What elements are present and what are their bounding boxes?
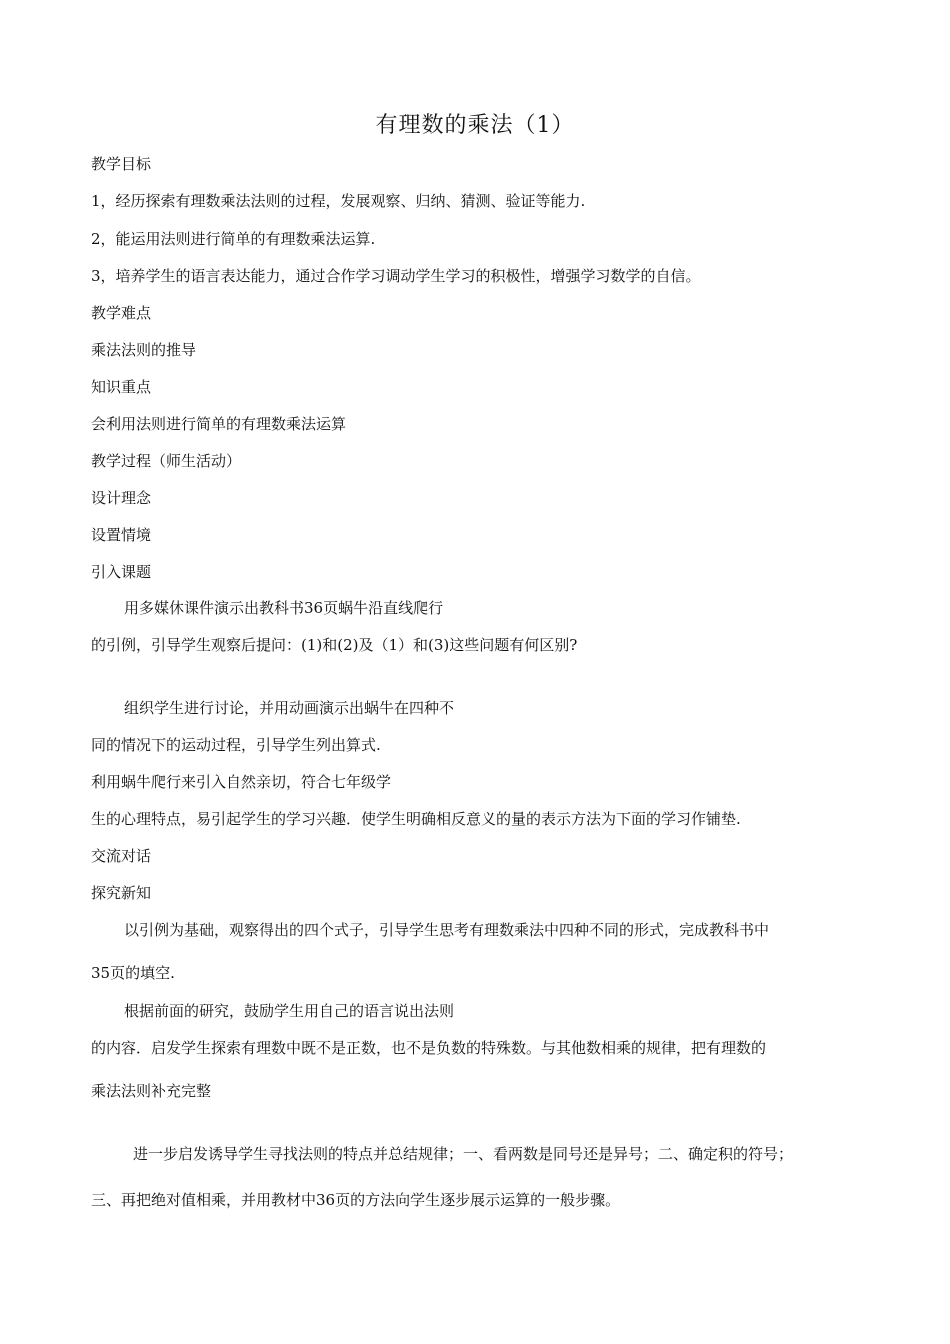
difficulty-text: 乘法法则的推导 (91, 341, 197, 359)
paragraph-line: 用多媒休课件演示出教科书36页蜗牛沿直线爬行 (124, 599, 444, 617)
heading-introduce-topic: 引入课题 (91, 563, 152, 581)
paragraph-line: 的内容．启发学生探索有理数中既不是正数，也不是负数的特殊数。与其他数相乘的规律，把有理数的 (91, 1039, 767, 1057)
paragraph-line: 利用蜗牛爬行来引入自然亲切，符合七年级学 (91, 773, 392, 791)
heading-teaching-process: 教学过程（师生活动） (91, 452, 242, 470)
paragraph-line: 组织学生进行讨论，并用动画演示出蜗牛在四种不 (124, 699, 455, 717)
paragraph-line: 同的情况下的运动过程，引导学生列出算式. (91, 736, 381, 754)
goal-item-2: 2，能运用法则进行简单的有理数乘法运算. (91, 230, 376, 248)
paragraph-line: 乘法法则补充完整 (91, 1082, 212, 1100)
paragraph-line: 的引例，引导学生观察后提问：(1)和(2)及（1）和(3)这些问题有何区别? (91, 636, 578, 654)
paragraph-line: 三、再把绝对值相乘，并用教材中36页的方法向学生逐步展示运算的一般步骤。 (91, 1191, 621, 1209)
heading-set-scenario: 设置情境 (91, 526, 152, 544)
heading-key-points: 知识重点 (91, 378, 152, 396)
document-title: 有理数的乘法（1） (375, 113, 575, 138)
goal-item-3: 3，培养学生的语言表达能力，通过合作学习调动学生学习的积极性，增强学习数学的自信。 (91, 267, 701, 285)
paragraph-line: 生的心理特点，易引起学生的学习兴趣．使学生明确相反意义的量的表示方法为下面的学习作铺垫. (91, 810, 741, 828)
heading-difficulty: 教学难点 (91, 304, 152, 322)
paragraph-line: 35页的填空. (91, 964, 175, 982)
heading-explore-new-knowledge: 探究新知 (91, 884, 152, 902)
paragraph-line: 以引例为基础，观察得出的四个式子，引导学生思考有理数乘法中四种不同的形式，完成教科书中 (124, 921, 770, 939)
paragraph-line: 根据前面的研究，鼓励学生用自己的语言说出法则 (124, 1002, 455, 1020)
goal-item-1: 1，经历探索有理数乘法法则的过程，发展观察、归纳、猜测、验证等能力. (91, 192, 586, 210)
paragraph-line: 进一步启发诱导学生寻找法则的特点并总结规律；一、看两数是同号还是异号；二、确定积的符号； (133, 1145, 794, 1163)
key-points-text: 会利用法则进行简单的有理数乘法运算 (91, 415, 347, 433)
heading-design-concept: 设计理念 (91, 489, 152, 507)
heading-teaching-goals: 教学目标 (91, 155, 152, 173)
heading-exchange-dialogue: 交流对话 (91, 847, 152, 865)
